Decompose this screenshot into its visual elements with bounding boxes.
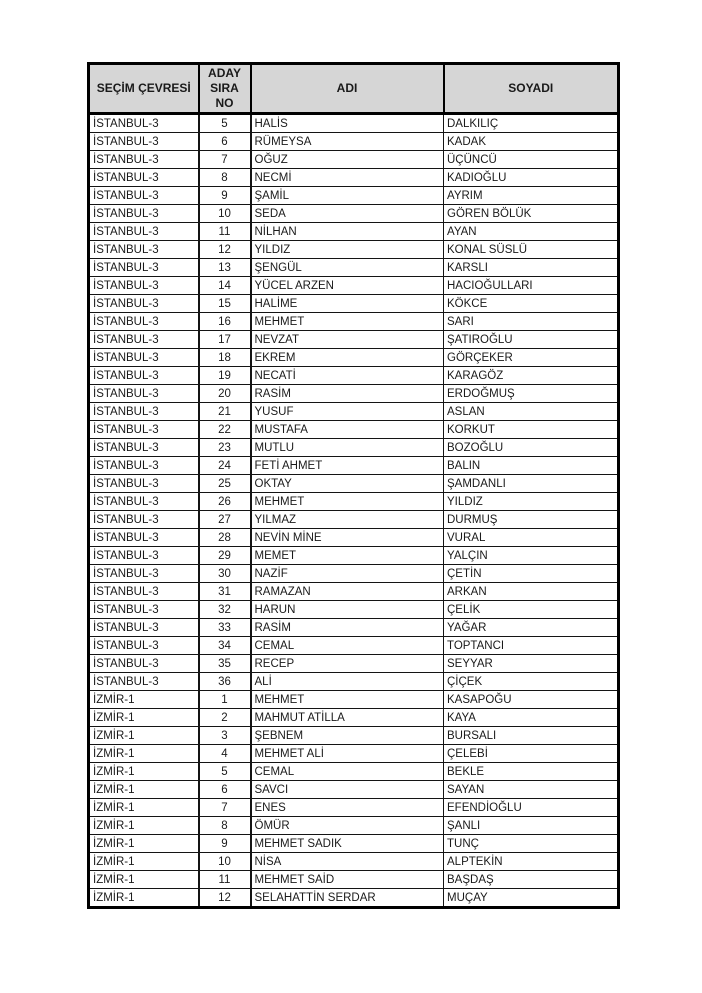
cell-aday-sira-no: 8 [199,817,251,835]
cell-secim-cevresi: İSTANBUL-3 [89,403,199,421]
cell-soyadi: KÖKCE [444,295,619,313]
cell-secim-cevresi: İSTANBUL-3 [89,295,199,313]
cell-secim-cevresi: İSTANBUL-3 [89,241,199,259]
cell-soyadi: KASAPOĞU [444,691,619,709]
cell-aday-sira-no: 35 [199,655,251,673]
cell-aday-sira-no: 12 [199,241,251,259]
cell-adi: OKTAY [251,475,444,493]
table-body [89,114,619,908]
table-row [89,619,619,637]
cell-soyadi: ŞAMDANLI [444,475,619,493]
table-row [89,367,619,385]
cell-soyadi: ŞANLI [444,817,619,835]
cell-adi: NEVİN MİNE [251,529,444,547]
cell-aday-sira-no: 10 [199,853,251,871]
table-row [89,727,619,745]
cell-aday-sira-no: 7 [199,151,251,169]
cell-adi: SEDA [251,205,444,223]
cell-soyadi: DALKILIÇ [444,114,619,133]
cell-aday-sira-no: 19 [199,367,251,385]
cell-aday-sira-no: 25 [199,475,251,493]
cell-soyadi: ASLAN [444,403,619,421]
table-row [89,205,619,223]
cell-adi: CEMAL [251,637,444,655]
cell-soyadi: TOPTANCI [444,637,619,655]
table-row [89,871,619,889]
cell-aday-sira-no: 1 [199,691,251,709]
cell-secim-cevresi: İSTANBUL-3 [89,511,199,529]
cell-secim-cevresi: İSTANBUL-3 [89,583,199,601]
header-soyadi: SOYADI [444,64,619,114]
header-secim-cevresi: SEÇİM ÇEVRESİ [89,64,199,114]
cell-aday-sira-no: 23 [199,439,251,457]
cell-aday-sira-no: 6 [199,133,251,151]
cell-secim-cevresi: İSTANBUL-3 [89,385,199,403]
table-row [89,835,619,853]
cell-aday-sira-no: 26 [199,493,251,511]
cell-soyadi: ARKAN [444,583,619,601]
cell-secim-cevresi: İSTANBUL-3 [89,223,199,241]
cell-secim-cevresi: İZMİR-1 [89,853,199,871]
table-row [89,457,619,475]
cell-aday-sira-no: 5 [199,763,251,781]
cell-aday-sira-no: 17 [199,331,251,349]
cell-secim-cevresi: İSTANBUL-3 [89,565,199,583]
cell-adi: NİSA [251,853,444,871]
cell-aday-sira-no: 8 [199,169,251,187]
cell-soyadi: AYAN [444,223,619,241]
cell-adi: MEHMET SAİD [251,871,444,889]
cell-secim-cevresi: İSTANBUL-3 [89,547,199,565]
cell-secim-cevresi: İSTANBUL-3 [89,655,199,673]
candidate-table [87,62,620,909]
cell-soyadi: BAŞDAŞ [444,871,619,889]
cell-soyadi: EFENDİOĞLU [444,799,619,817]
cell-soyadi: SAYAN [444,781,619,799]
cell-secim-cevresi: İSTANBUL-3 [89,637,199,655]
table-row [89,295,619,313]
cell-secim-cevresi: İZMİR-1 [89,709,199,727]
cell-aday-sira-no: 28 [199,529,251,547]
cell-secim-cevresi: İSTANBUL-3 [89,133,199,151]
cell-adi: CEMAL [251,763,444,781]
table-row [89,385,619,403]
table-row [89,691,619,709]
table-row [89,493,619,511]
table-row [89,277,619,295]
cell-soyadi: KADAK [444,133,619,151]
table-row [89,601,619,619]
cell-secim-cevresi: İZMİR-1 [89,799,199,817]
cell-soyadi: KADIOĞLU [444,169,619,187]
cell-aday-sira-no: 10 [199,205,251,223]
cell-secim-cevresi: İSTANBUL-3 [89,367,199,385]
cell-secim-cevresi: İSTANBUL-3 [89,475,199,493]
cell-aday-sira-no: 22 [199,421,251,439]
cell-adi: MEHMET ALİ [251,745,444,763]
table-row [89,403,619,421]
table-row [89,565,619,583]
cell-aday-sira-no: 34 [199,637,251,655]
cell-adi: ŞAMİL [251,187,444,205]
cell-secim-cevresi: İSTANBUL-3 [89,601,199,619]
cell-secim-cevresi: İSTANBUL-3 [89,169,199,187]
cell-secim-cevresi: İSTANBUL-3 [89,331,199,349]
cell-soyadi: MUÇAY [444,889,619,908]
cell-secim-cevresi: İSTANBUL-3 [89,421,199,439]
cell-adi: ŞENGÜL [251,259,444,277]
cell-soyadi: KARAGÖZ [444,367,619,385]
cell-adi: EKREM [251,349,444,367]
cell-secim-cevresi: İZMİR-1 [89,763,199,781]
cell-soyadi: SARI [444,313,619,331]
cell-secim-cevresi: İSTANBUL-3 [89,619,199,637]
cell-soyadi: DURMUŞ [444,511,619,529]
cell-soyadi: BURSALI [444,727,619,745]
cell-adi: YUSUF [251,403,444,421]
cell-adi: MAHMUT ATİLLA [251,709,444,727]
cell-soyadi: ÜÇÜNCÜ [444,151,619,169]
cell-adi: RASİM [251,619,444,637]
cell-soyadi: SEYYAR [444,655,619,673]
cell-aday-sira-no: 3 [199,727,251,745]
cell-adi: SELAHATTİN SERDAR [251,889,444,908]
cell-adi: RAMAZAN [251,583,444,601]
cell-adi: HARUN [251,601,444,619]
cell-adi: RECEP [251,655,444,673]
cell-adi: MUTLU [251,439,444,457]
cell-aday-sira-no: 2 [199,709,251,727]
cell-secim-cevresi: İZMİR-1 [89,745,199,763]
cell-adi: HALİME [251,295,444,313]
table-row [89,709,619,727]
cell-secim-cevresi: İZMİR-1 [89,889,199,908]
cell-soyadi: ÇELEBİ [444,745,619,763]
cell-aday-sira-no: 21 [199,403,251,421]
cell-secim-cevresi: İSTANBUL-3 [89,457,199,475]
cell-aday-sira-no: 5 [199,114,251,133]
cell-adi: NEVZAT [251,331,444,349]
header-aday-sira-no: ADAY SIRA NO [199,64,251,114]
header-row [89,64,619,114]
header-adi: ADI [251,64,444,114]
cell-secim-cevresi: İSTANBUL-3 [89,205,199,223]
table-row [89,421,619,439]
cell-adi: OĞUZ [251,151,444,169]
cell-soyadi: YALÇIN [444,547,619,565]
cell-secim-cevresi: İSTANBUL-3 [89,114,199,133]
table-row [89,781,619,799]
cell-adi: NİLHAN [251,223,444,241]
cell-aday-sira-no: 36 [199,673,251,691]
cell-soyadi: GÖREN BÖLÜK [444,205,619,223]
cell-soyadi: KORKUT [444,421,619,439]
table-row [89,745,619,763]
table-row [89,853,619,871]
cell-soyadi: AYRIM [444,187,619,205]
cell-secim-cevresi: İZMİR-1 [89,727,199,745]
cell-adi: MEHMET SADIK [251,835,444,853]
cell-adi: MEHMET [251,493,444,511]
cell-secim-cevresi: İSTANBUL-3 [89,349,199,367]
cell-adi: MEHMET [251,691,444,709]
cell-aday-sira-no: 15 [199,295,251,313]
cell-aday-sira-no: 9 [199,835,251,853]
table-row [89,889,619,908]
table-row [89,817,619,835]
cell-soyadi: VURAL [444,529,619,547]
cell-adi: RASİM [251,385,444,403]
table-row [89,187,619,205]
table-row [89,529,619,547]
cell-soyadi: YAĞAR [444,619,619,637]
table-row [89,169,619,187]
cell-aday-sira-no: 13 [199,259,251,277]
cell-aday-sira-no: 33 [199,619,251,637]
table-row [89,331,619,349]
cell-secim-cevresi: İSTANBUL-3 [89,151,199,169]
cell-secim-cevresi: İZMİR-1 [89,835,199,853]
cell-aday-sira-no: 18 [199,349,251,367]
cell-aday-sira-no: 9 [199,187,251,205]
table-row [89,439,619,457]
cell-soyadi: ÇİÇEK [444,673,619,691]
cell-adi: FETİ AHMET [251,457,444,475]
table-row [89,637,619,655]
cell-aday-sira-no: 12 [199,889,251,908]
cell-secim-cevresi: İSTANBUL-3 [89,187,199,205]
cell-soyadi: BALIN [444,457,619,475]
table-row [89,133,619,151]
table-row [89,114,619,133]
cell-secim-cevresi: İSTANBUL-3 [89,277,199,295]
cell-secim-cevresi: İSTANBUL-3 [89,439,199,457]
cell-secim-cevresi: İZMİR-1 [89,817,199,835]
cell-soyadi: ÇELİK [444,601,619,619]
cell-adi: ŞEBNEM [251,727,444,745]
table-row [89,259,619,277]
table-row [89,313,619,331]
cell-aday-sira-no: 16 [199,313,251,331]
cell-aday-sira-no: 4 [199,745,251,763]
cell-soyadi: HACIOĞULLARI [444,277,619,295]
cell-aday-sira-no: 29 [199,547,251,565]
table-row [89,655,619,673]
cell-secim-cevresi: İZMİR-1 [89,871,199,889]
table-row [89,151,619,169]
cell-aday-sira-no: 30 [199,565,251,583]
cell-aday-sira-no: 31 [199,583,251,601]
cell-adi: YILMAZ [251,511,444,529]
cell-secim-cevresi: İSTANBUL-3 [89,529,199,547]
cell-aday-sira-no: 14 [199,277,251,295]
cell-secim-cevresi: İSTANBUL-3 [89,259,199,277]
cell-soyadi: BOZOĞLU [444,439,619,457]
cell-aday-sira-no: 32 [199,601,251,619]
table-header [89,64,619,114]
cell-adi: MEMET [251,547,444,565]
cell-aday-sira-no: 7 [199,799,251,817]
cell-adi: YÜCEL ARZEN [251,277,444,295]
cell-secim-cevresi: İSTANBUL-3 [89,313,199,331]
cell-soyadi: GÖRÇEKER [444,349,619,367]
table-row [89,241,619,259]
cell-adi: NECATİ [251,367,444,385]
cell-secim-cevresi: İSTANBUL-3 [89,493,199,511]
table-row [89,547,619,565]
table-row [89,475,619,493]
cell-soyadi: KONAL SÜSLÜ [444,241,619,259]
cell-adi: NAZİF [251,565,444,583]
cell-aday-sira-no: 24 [199,457,251,475]
cell-aday-sira-no: 6 [199,781,251,799]
cell-soyadi: ÇETİN [444,565,619,583]
cell-aday-sira-no: 11 [199,223,251,241]
cell-aday-sira-no: 11 [199,871,251,889]
cell-adi: NECMİ [251,169,444,187]
cell-secim-cevresi: İZMİR-1 [89,781,199,799]
cell-soyadi: ERDOĞMUŞ [444,385,619,403]
cell-soyadi: YILDIZ [444,493,619,511]
cell-soyadi: ALPTEKİN [444,853,619,871]
cell-adi: ALİ [251,673,444,691]
cell-soyadi: KARSLI [444,259,619,277]
cell-secim-cevresi: İSTANBUL-3 [89,673,199,691]
cell-adi: ENES [251,799,444,817]
table-row [89,799,619,817]
table-row [89,763,619,781]
cell-soyadi: TUNÇ [444,835,619,853]
cell-soyadi: BEKLE [444,763,619,781]
cell-adi: MUSTAFA [251,421,444,439]
table-row [89,223,619,241]
cell-adi: SAVCI [251,781,444,799]
cell-soyadi: KAYA [444,709,619,727]
table-row [89,673,619,691]
cell-soyadi: ŞATIROĞLU [444,331,619,349]
cell-adi: MEHMET [251,313,444,331]
cell-adi: ÖMÜR [251,817,444,835]
cell-adi: YILDIZ [251,241,444,259]
table-row [89,511,619,529]
cell-adi: HALİS [251,114,444,133]
cell-aday-sira-no: 20 [199,385,251,403]
cell-aday-sira-no: 27 [199,511,251,529]
cell-secim-cevresi: İZMİR-1 [89,691,199,709]
cell-adi: RÜMEYSA [251,133,444,151]
table-row [89,349,619,367]
table-row [89,583,619,601]
